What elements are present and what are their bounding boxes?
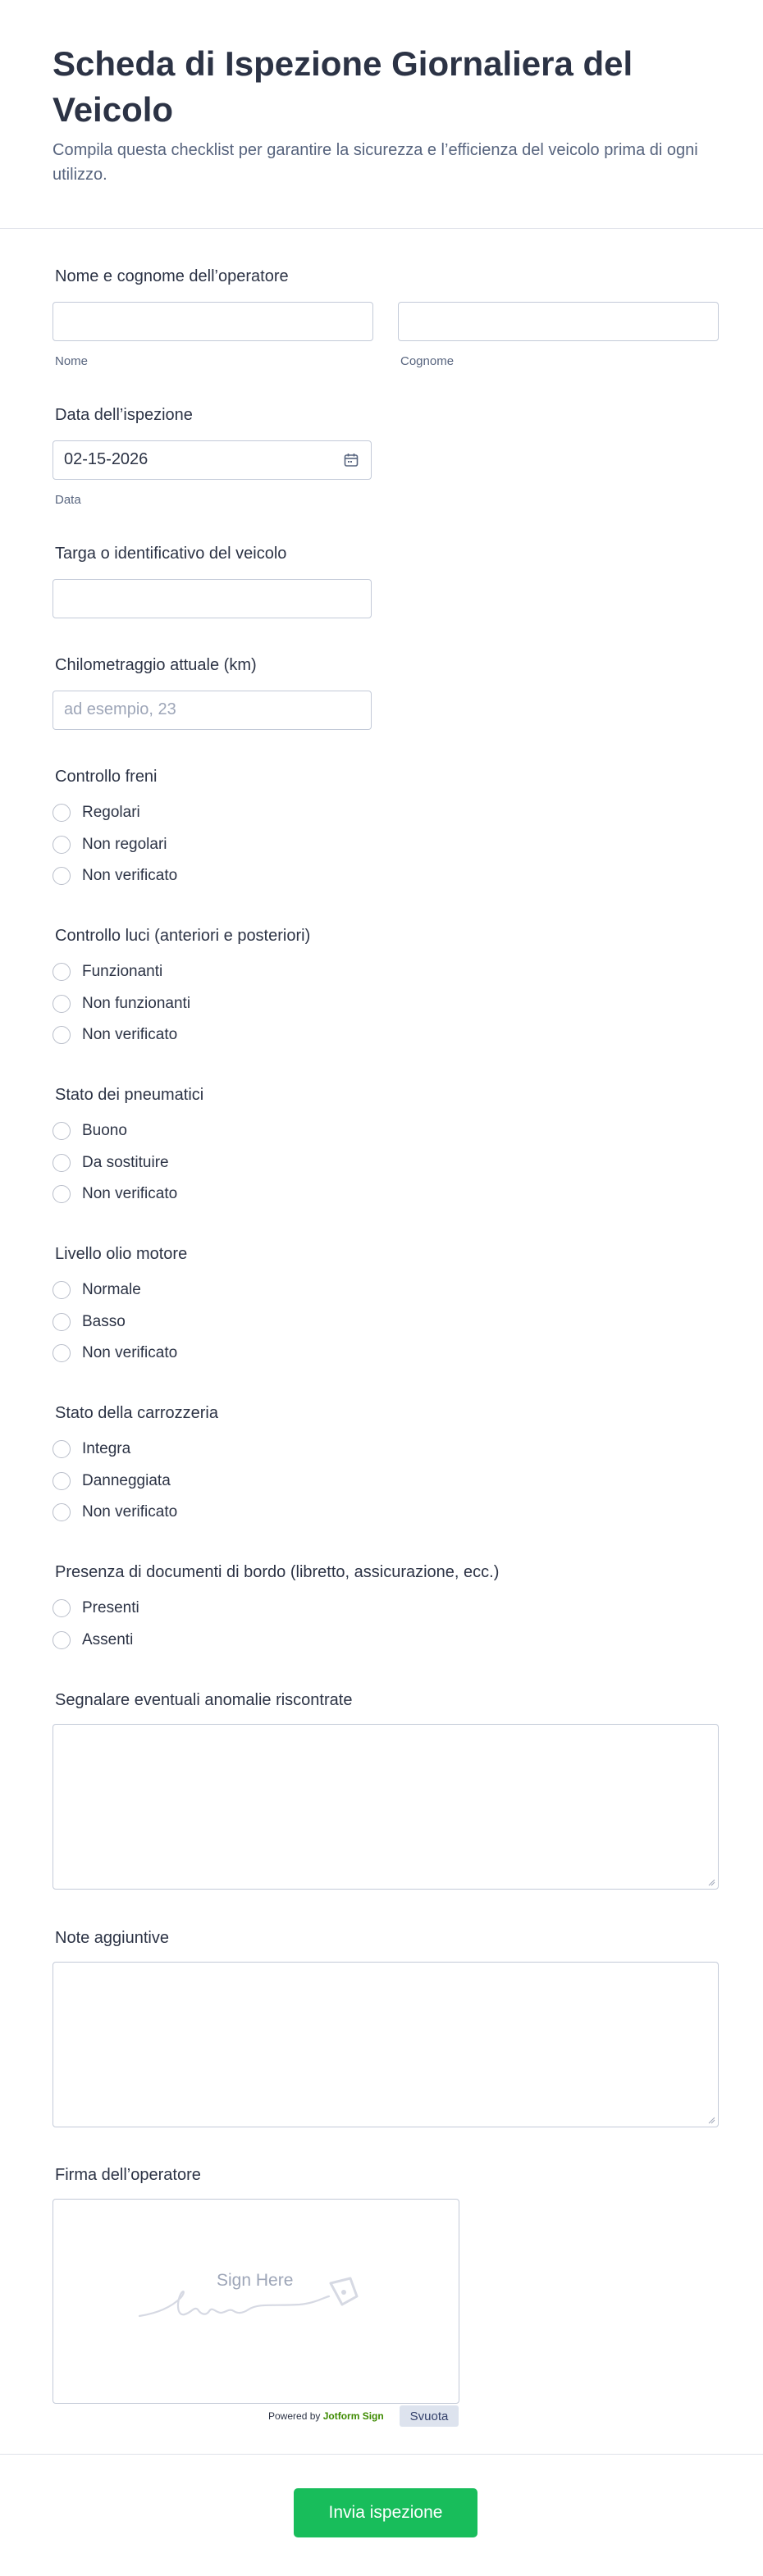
option-label: Non funzionanti bbox=[82, 995, 191, 1012]
last-name-input[interactable] bbox=[398, 302, 719, 341]
option-label: Funzionanti bbox=[82, 963, 163, 980]
operator-name-label: Nome e cognome dell’operatore bbox=[55, 267, 289, 285]
inspection-date-input[interactable] bbox=[53, 440, 372, 480]
oil-label: Livello olio motore bbox=[55, 1245, 188, 1263]
radio-button[interactable] bbox=[53, 1313, 71, 1331]
option-label: Non verificato bbox=[82, 867, 178, 884]
jotform-sign-brand[interactable]: Jotform Sign bbox=[322, 2410, 384, 2422]
documents-option[interactable] bbox=[53, 1596, 139, 1621]
signature-pad[interactable] bbox=[53, 2199, 459, 2404]
tires-option[interactable] bbox=[53, 1182, 177, 1206]
option-label: Non verificato bbox=[82, 1026, 178, 1043]
notes-field bbox=[53, 1929, 719, 1948]
radio-button[interactable] bbox=[53, 1122, 71, 1140]
option-label: Non regolari bbox=[82, 836, 167, 853]
operator-name-field bbox=[53, 267, 719, 368]
oil-option[interactable] bbox=[53, 1341, 177, 1366]
option-label: Non verificato bbox=[82, 1503, 178, 1521]
radio-button[interactable] bbox=[53, 1185, 71, 1203]
radio-button[interactable] bbox=[53, 836, 71, 854]
body-option[interactable] bbox=[53, 1500, 177, 1525]
radio-button[interactable] bbox=[53, 1503, 71, 1521]
tires-option[interactable] bbox=[53, 1119, 127, 1143]
mileage-input[interactable] bbox=[53, 691, 372, 730]
oil-field bbox=[53, 1245, 719, 1361]
documents-label: Presenza di documenti di bordo (libretto, assicurazione, ecc.) bbox=[55, 1563, 500, 1581]
brakes-option[interactable] bbox=[53, 864, 177, 888]
brakes-label: Controllo freni bbox=[55, 768, 158, 786]
powered-by-label: Powered by bbox=[268, 2410, 321, 2422]
anomalies-textarea[interactable] bbox=[53, 1724, 719, 1890]
option-label: Non verificato bbox=[82, 1185, 178, 1202]
notes-textarea[interactable] bbox=[53, 1962, 719, 2127]
radio-button[interactable] bbox=[53, 995, 71, 1013]
tires-label: Stato dei pneumatici bbox=[55, 1086, 204, 1104]
oil-option[interactable] bbox=[53, 1278, 141, 1302]
radio-button[interactable] bbox=[53, 804, 71, 822]
signature-label: Firma dell’operatore bbox=[55, 2166, 201, 2184]
oil-option[interactable] bbox=[53, 1310, 126, 1334]
option-label: Non verificato bbox=[82, 1344, 178, 1361]
signature-field bbox=[53, 2166, 719, 2423]
anomalies-field bbox=[53, 1691, 719, 1710]
first-name-input[interactable] bbox=[53, 302, 373, 341]
resize-handle-icon[interactable] bbox=[707, 2116, 715, 2124]
lights-option[interactable] bbox=[53, 992, 190, 1016]
option-label: Assenti bbox=[82, 1631, 134, 1648]
resize-handle-icon[interactable] bbox=[707, 1878, 715, 1886]
form-header bbox=[0, 0, 763, 229]
signature-placeholder: Sign Here bbox=[211, 2268, 299, 2293]
brakes-field bbox=[53, 768, 719, 884]
option-label: Regolari bbox=[82, 804, 140, 821]
first-name-sublabel: Nome bbox=[55, 354, 89, 368]
option-label: Da sostituire bbox=[82, 1154, 169, 1171]
body-label: Stato della carrozzeria bbox=[55, 1404, 218, 1422]
body-field bbox=[53, 1404, 719, 1521]
last-name-sublabel: Cognome bbox=[400, 354, 455, 368]
option-label: Buono bbox=[82, 1122, 127, 1139]
radio-button[interactable] bbox=[53, 1472, 71, 1490]
radio-button[interactable] bbox=[53, 1631, 71, 1649]
lights-option[interactable] bbox=[53, 960, 162, 984]
option-label: Danneggiata bbox=[82, 1472, 171, 1489]
form-subtitle: Compila questa checklist per garantire la sicurezza e l’efficienza del veicolo prima di ogni utilizzo. bbox=[53, 141, 698, 184]
documents-field bbox=[53, 1563, 719, 1648]
brakes-option[interactable] bbox=[53, 832, 167, 857]
option-label: Presenti bbox=[82, 1599, 139, 1616]
tires-field bbox=[53, 1086, 719, 1202]
radio-button[interactable] bbox=[53, 1599, 71, 1617]
notes-label: Note aggiuntive bbox=[55, 1929, 169, 1947]
documents-option[interactable] bbox=[53, 1628, 133, 1653]
lights-option[interactable] bbox=[53, 1023, 177, 1047]
inspection-date-sublabel: Data bbox=[55, 493, 81, 507]
body-option[interactable] bbox=[53, 1437, 130, 1461]
footer-divider bbox=[0, 2454, 763, 2455]
radio-button[interactable] bbox=[53, 1281, 71, 1299]
inspection-date-label: Data dell’ispezione bbox=[55, 406, 193, 424]
anomalies-label: Segnalare eventuali anomalie riscontrate bbox=[55, 1691, 353, 1709]
radio-button[interactable] bbox=[53, 1344, 71, 1362]
form-title: Scheda di Ispezione Giornaliera del Veicolo bbox=[53, 44, 633, 129]
powered-by-text bbox=[268, 2410, 384, 2422]
option-label: Integra bbox=[82, 1440, 131, 1457]
radio-button[interactable] bbox=[53, 1154, 71, 1172]
inspection-date-value: 02-15-2026 bbox=[64, 450, 148, 468]
plate-input[interactable] bbox=[53, 579, 372, 618]
body-option[interactable] bbox=[53, 1469, 171, 1493]
brakes-option[interactable] bbox=[53, 800, 140, 825]
plate-label: Targa o identificativo del veicolo bbox=[55, 545, 287, 563]
mileage-field bbox=[53, 656, 719, 718]
mileage-placeholder: ad esempio, 23 bbox=[64, 700, 176, 718]
option-label: Normale bbox=[82, 1281, 141, 1298]
submit-button[interactable]: Invia ispezione bbox=[294, 2488, 477, 2537]
clear-signature-button[interactable]: Svuota bbox=[400, 2405, 459, 2427]
radio-button[interactable] bbox=[53, 1026, 71, 1044]
plate-field bbox=[53, 545, 719, 563]
mileage-label: Chilometraggio attuale (km) bbox=[55, 656, 257, 674]
option-label: Basso bbox=[82, 1313, 126, 1330]
radio-button[interactable] bbox=[53, 1440, 71, 1458]
calendar-icon[interactable] bbox=[343, 452, 359, 472]
lights-field bbox=[53, 927, 719, 1043]
inspection-date-field bbox=[53, 406, 719, 507]
tires-option[interactable] bbox=[53, 1151, 169, 1175]
radio-button[interactable] bbox=[53, 963, 71, 981]
lights-label: Controllo luci (anteriori e posteriori) bbox=[55, 927, 311, 945]
radio-button[interactable] bbox=[53, 867, 71, 885]
